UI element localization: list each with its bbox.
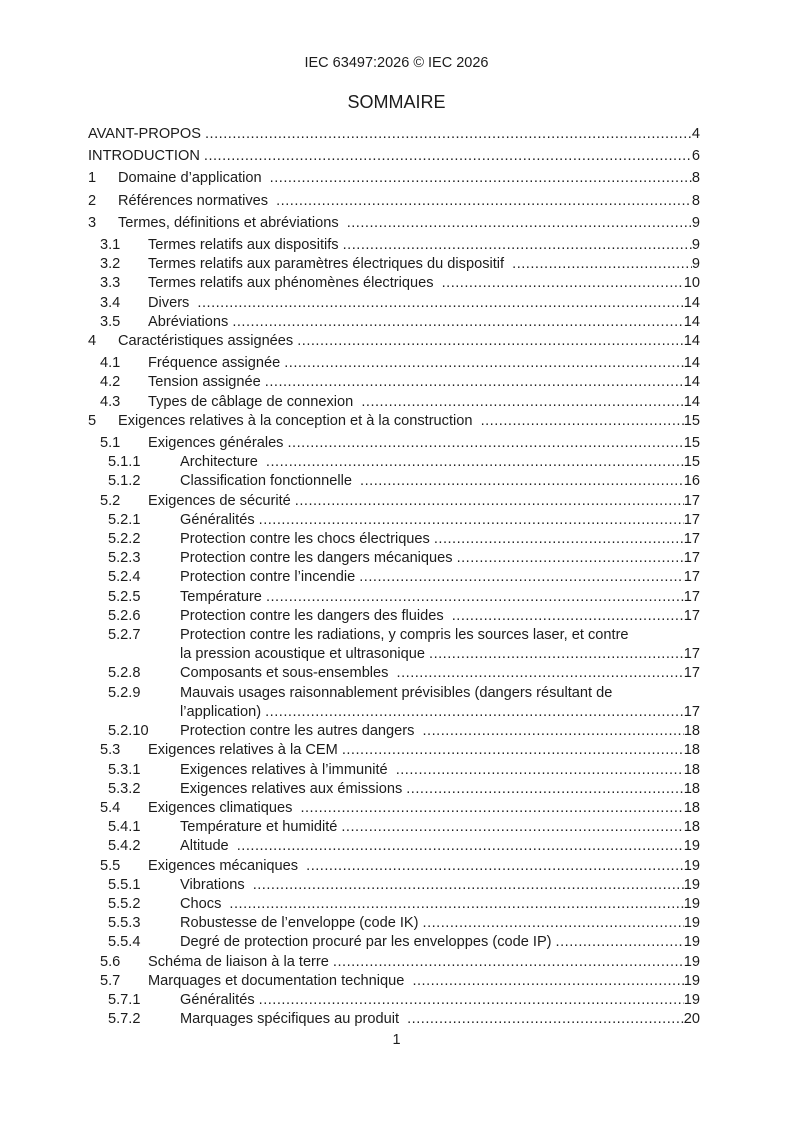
toc-entry-text: Termes, définitions et abréviations — [118, 214, 343, 231]
toc-dot-leader — [403, 1010, 684, 1029]
toc-entry — [88, 664, 700, 683]
toc-dot-leader — [508, 255, 692, 274]
toc-entry — [88, 549, 700, 568]
toc-entry-text: Généralités — [180, 991, 255, 1008]
toc-entry — [88, 991, 700, 1010]
toc-dot-leader — [233, 837, 684, 856]
toc-entry-text: Chocs — [180, 895, 226, 912]
toc-dot-leader — [255, 991, 684, 1010]
toc-entry — [88, 147, 700, 166]
toc-entry-text: Fréquence assignée — [148, 355, 281, 372]
toc-dot-leader — [272, 192, 692, 211]
toc-entry — [88, 933, 700, 952]
toc-entry-text: Protection contre les autres dangers — [180, 723, 419, 740]
toc-entry-number: 5.2.1 — [108, 511, 141, 528]
toc-entry-text: Marquages spécifiques au produit — [180, 1011, 404, 1028]
toc-entry-page: 10 — [683, 275, 700, 292]
toc-entry — [88, 434, 700, 453]
toc-entry — [88, 332, 700, 351]
toc-entry-text: Divers — [148, 294, 194, 311]
toc-entry-page: 14 — [683, 355, 700, 372]
toc-entry-page: 18 — [683, 780, 700, 797]
toc-entry-continuation — [88, 703, 700, 722]
toc-entry-page: 19 — [683, 972, 700, 989]
toc-entry-number: 5.6 — [100, 953, 121, 970]
toc-entry-text: Température et humidité — [180, 819, 338, 836]
toc-entry-number: 5.5.3 — [108, 915, 141, 932]
toc-dot-leader — [425, 645, 684, 664]
toc-entry — [88, 192, 700, 211]
toc-entry — [88, 511, 700, 530]
toc-entry-text: Vibrations — [180, 876, 249, 893]
toc-entry-number: 5.5.2 — [108, 895, 141, 912]
toc-entry-text: Exigences relatives à la CEM — [148, 742, 338, 759]
toc-entry-page: 19 — [683, 953, 700, 970]
toc-entry — [88, 214, 700, 233]
toc-entry-number: 5.2.8 — [108, 665, 141, 682]
toc-entry-number: 5.7 — [100, 972, 121, 989]
toc-entry-number: 5.5.4 — [108, 934, 141, 951]
toc-entry-number: 5.1.1 — [108, 454, 141, 471]
toc-entry-text: Exigences relatives aux émissions — [180, 780, 403, 797]
toc-entry-page: 18 — [683, 723, 700, 740]
toc-entry-number: 5.3.1 — [108, 761, 141, 778]
toc-entry-number: 3.4 — [100, 294, 121, 311]
toc-entry — [88, 780, 700, 799]
toc-dot-leader — [200, 147, 692, 166]
toc-entry-text: Protection contre l’incendie — [180, 569, 356, 586]
toc-entry-number: 5.4.2 — [108, 838, 141, 855]
toc-entry-text: INTRODUCTION — [88, 148, 200, 165]
toc-entry-text: Température — [180, 588, 262, 605]
toc-dot-leader — [193, 294, 683, 313]
toc-entry — [88, 313, 700, 332]
toc-entry-text: Mauvais usages raisonnablement prévisibles (dangers résultant de — [180, 684, 613, 701]
toc-dot-leader — [430, 530, 684, 549]
toc-entry-page: 14 — [683, 333, 700, 350]
toc-entry-number: 4.3 — [100, 393, 121, 410]
toc-entry — [88, 125, 700, 144]
toc-entry-page: 17 — [683, 492, 700, 509]
toc-entry-page: 17 — [683, 550, 700, 567]
toc-entry-text: Architecture — [180, 454, 262, 471]
toc-entry-continuation — [88, 645, 700, 664]
toc-entry-text: Types de câblage de connexion — [148, 393, 358, 410]
toc-entry — [88, 236, 700, 255]
toc-entry — [88, 895, 700, 914]
toc-entry-text: Protection contre les dangers des fluides — [180, 607, 448, 624]
toc-entry — [88, 818, 700, 837]
toc-entry-page: 20 — [683, 1011, 700, 1028]
toc-entry-number: 5.1 — [100, 435, 121, 452]
toc-entry-page: 14 — [683, 313, 700, 330]
toc-entry — [88, 274, 700, 293]
toc-entry-number: 3.2 — [100, 256, 121, 273]
toc-entry-number: 5.2.2 — [108, 531, 141, 548]
toc-dot-leader — [293, 332, 684, 351]
toc-entry-number: 3.1 — [100, 237, 121, 254]
toc-entry-page: 18 — [683, 799, 700, 816]
toc-entry-number: 5.3.2 — [108, 780, 141, 797]
toc-entry — [88, 799, 700, 818]
toc-entry — [88, 876, 700, 895]
toc-entry-number: 5.2.3 — [108, 550, 141, 567]
toc-entry-number: 5.4.1 — [108, 819, 141, 836]
toc-dot-leader — [343, 214, 692, 233]
toc-entry-number: 5.2.9 — [108, 684, 141, 701]
toc-entry-number: 5.2.5 — [108, 588, 141, 605]
toc-entry-number: 5.2 — [100, 492, 121, 509]
toc-entry-text: Généralités — [180, 511, 255, 528]
toc-entry-page: 19 — [683, 895, 700, 912]
toc-entry-number: 5.3 — [100, 742, 121, 759]
toc-entry — [88, 412, 700, 431]
toc-entry-number: 2 — [88, 192, 97, 209]
toc-entry-text: Termes relatifs aux paramètres électriques du dispositif — [148, 256, 509, 273]
toc-entry — [88, 453, 700, 472]
toc-entry-text: Degré de protection procuré par les enveloppes (code IP) — [180, 934, 552, 951]
toc-entry-page: 18 — [683, 742, 700, 759]
toc-entry-page: 9 — [691, 256, 700, 273]
toc-entry-page: 9 — [691, 214, 700, 231]
toc-entry-page: 14 — [683, 294, 700, 311]
toc-entry-text: Exigences mécaniques — [148, 857, 303, 874]
toc-entry — [88, 684, 700, 703]
toc-entry-text: Domaine d’application — [118, 170, 266, 187]
toc-entry — [88, 722, 700, 741]
toc-entry-page: 14 — [683, 393, 700, 410]
toc-entry-page: 17 — [683, 569, 700, 586]
toc-entry-text: Robustesse de l’enveloppe (code IK) — [180, 915, 419, 932]
toc-dot-leader — [402, 780, 684, 799]
toc-entry — [88, 492, 700, 511]
toc-dot-leader — [261, 373, 684, 392]
toc-entry-text: Protection contre les dangers mécaniques — [180, 550, 453, 567]
toc-entry-text: Références normatives — [118, 192, 273, 209]
toc-dot-leader — [329, 953, 684, 972]
toc-entry-text: Exigences climatiques — [148, 799, 297, 816]
toc-entry-text: Termes relatifs aux dispositifs — [148, 237, 339, 254]
toc-entry — [88, 255, 700, 274]
toc-entry-text: l’application) — [180, 703, 262, 720]
toc-entry-number: 5.7.1 — [108, 991, 141, 1008]
toc-dot-leader — [419, 914, 684, 933]
toc-entry-page: 19 — [683, 991, 700, 1008]
toc-entry-page: 17 — [683, 703, 700, 720]
toc-dot-leader — [355, 568, 684, 587]
toc-entry-text: Altitude — [180, 838, 233, 855]
toc-dot-leader — [338, 741, 684, 760]
toc-entry-page: 9 — [691, 237, 700, 254]
toc-dot-leader — [356, 472, 684, 491]
toc-entry — [88, 953, 700, 972]
toc-entry-text: Schéma de liaison à la terre — [148, 953, 329, 970]
toc-entry-text: Tension assignée — [148, 374, 261, 391]
toc-dot-leader — [280, 354, 684, 373]
toc-dot-leader — [337, 818, 683, 837]
toc-dot-leader — [302, 857, 684, 876]
toc-entry-page: 17 — [683, 665, 700, 682]
toc-entry-number: 5.2.10 — [108, 723, 149, 740]
toc-dot-leader — [262, 453, 684, 472]
toc-dot-leader — [453, 549, 684, 568]
toc-dot-leader — [249, 876, 684, 895]
toc-entry-number: 3.5 — [100, 313, 121, 330]
toc-entry-text: la pression acoustique et ultrasonique — [180, 646, 426, 663]
toc-entry — [88, 530, 700, 549]
toc-entry — [88, 761, 700, 780]
toc-entry-page: 18 — [683, 761, 700, 778]
toc-entry-number: 5.2.7 — [108, 627, 141, 644]
toc-entry-page: 14 — [683, 374, 700, 391]
toc-entry-text: Abréviations — [148, 313, 229, 330]
toc-list — [88, 125, 700, 1029]
toc-entry-number: 4.2 — [100, 374, 121, 391]
toc-entry-text: Exigences de sécurité — [148, 492, 291, 509]
toc-entry-number: 5.4 — [100, 799, 121, 816]
toc-entry-page: 8 — [691, 192, 700, 209]
toc-entry-number: 3 — [88, 214, 97, 231]
toc-entry-number: 4.1 — [100, 355, 121, 372]
toc-entry-number: 5.1.2 — [108, 473, 141, 490]
toc-entry-page: 17 — [683, 646, 700, 663]
toc-entry-text: Protection contre les radiations, y compris les sources laser, et contre — [180, 627, 629, 644]
page-number: 1 — [392, 1032, 401, 1048]
toc-entry-text: AVANT-PROPOS — [88, 126, 201, 142]
toc-entry — [88, 607, 700, 626]
toc-dot-leader — [266, 169, 692, 188]
toc-entry-page: 8 — [691, 170, 700, 187]
toc-entry-text: Termes relatifs aux phénomènes électriques — [148, 275, 438, 292]
toc-entry-page: 19 — [683, 876, 700, 893]
toc-entry-text: Exigences générales — [148, 435, 284, 452]
toc-entry — [88, 373, 700, 392]
toc-dot-leader — [392, 761, 684, 780]
toc-entry — [88, 626, 700, 645]
toc-entry-page: 17 — [683, 607, 700, 624]
toc-entry-page: 17 — [683, 531, 700, 548]
toc-entry-page: 4 — [691, 126, 700, 142]
toc-dot-leader — [339, 236, 692, 255]
toc-entry-page: 15 — [683, 454, 700, 471]
toc-entry-number: 5.5 — [100, 857, 121, 874]
toc-dot-leader — [296, 799, 683, 818]
toc-entry-page: 15 — [683, 412, 700, 429]
toc-entry — [88, 857, 700, 876]
running-header: IEC 63497:2026 © IEC 2026 — [304, 55, 489, 71]
toc-entry-number: 5.5.1 — [108, 876, 141, 893]
toc-entry — [88, 294, 700, 313]
toc-dot-leader — [262, 588, 684, 607]
toc-entry-page: 19 — [683, 857, 700, 874]
toc-dot-leader — [283, 434, 683, 453]
toc-dot-leader — [291, 492, 684, 511]
toc-entry — [88, 741, 700, 760]
toc-entry-number: 5.2.4 — [108, 569, 141, 586]
toc-entry — [88, 837, 700, 856]
toc-dot-leader — [228, 313, 683, 332]
toc-entry-page: 19 — [683, 915, 700, 932]
toc-dot-leader — [448, 607, 684, 626]
toc-entry-number: 4 — [88, 333, 97, 350]
toc-entry-page: 19 — [683, 934, 700, 951]
toc-dot-leader — [393, 664, 684, 683]
toc-entry-number: 5.2.6 — [108, 607, 141, 624]
toc-entry-page: 17 — [683, 588, 700, 605]
toc-entry — [88, 588, 700, 607]
toc-entry-text: Composants et sous-ensembles — [180, 665, 393, 682]
toc-entry — [88, 354, 700, 373]
toc-entry-text: Protection contre les chocs électriques — [180, 531, 430, 548]
toc-dot-leader — [201, 125, 692, 144]
toc-dot-leader — [438, 274, 684, 293]
toc-dot-leader — [408, 972, 683, 991]
toc-dot-leader — [255, 511, 684, 530]
toc-entry — [88, 1010, 700, 1029]
toc-entry-text: Caractéristiques assignées — [118, 333, 294, 350]
toc-entry — [88, 568, 700, 587]
toc-entry-number: 5.7.2 — [108, 1011, 141, 1028]
toc-entry-number: 1 — [88, 170, 97, 187]
page-title: SOMMAIRE — [347, 92, 446, 112]
toc-entry-page: 15 — [683, 435, 700, 452]
toc-entry — [88, 393, 700, 412]
toc-entry-page: 6 — [691, 148, 700, 165]
toc-dot-leader — [225, 895, 683, 914]
toc-entry-text: Exigences relatives à la conception et à la construction — [118, 412, 477, 429]
toc-dot-leader — [552, 933, 684, 952]
toc-dot-leader — [477, 412, 684, 431]
toc-dot-leader — [261, 703, 684, 722]
toc-entry — [88, 472, 700, 491]
toc-dot-leader — [419, 722, 684, 741]
toc-entry-text: Exigences relatives à l’immunité — [180, 761, 392, 778]
toc-entry — [88, 972, 700, 991]
toc-entry-text: Marquages et documentation technique — [148, 972, 409, 989]
toc-entry-page: 18 — [683, 819, 700, 836]
toc-entry — [88, 914, 700, 933]
toc-entry-page: 19 — [683, 838, 700, 855]
toc-entry-number: 5 — [88, 412, 97, 429]
toc-entry-page: 17 — [683, 511, 700, 528]
toc-entry-number: 3.3 — [100, 275, 121, 292]
toc-dot-leader — [357, 393, 683, 412]
toc-entry-text: Classification fonctionnelle — [180, 473, 357, 490]
toc-entry — [88, 169, 700, 188]
toc-entry-page: 16 — [683, 473, 700, 490]
